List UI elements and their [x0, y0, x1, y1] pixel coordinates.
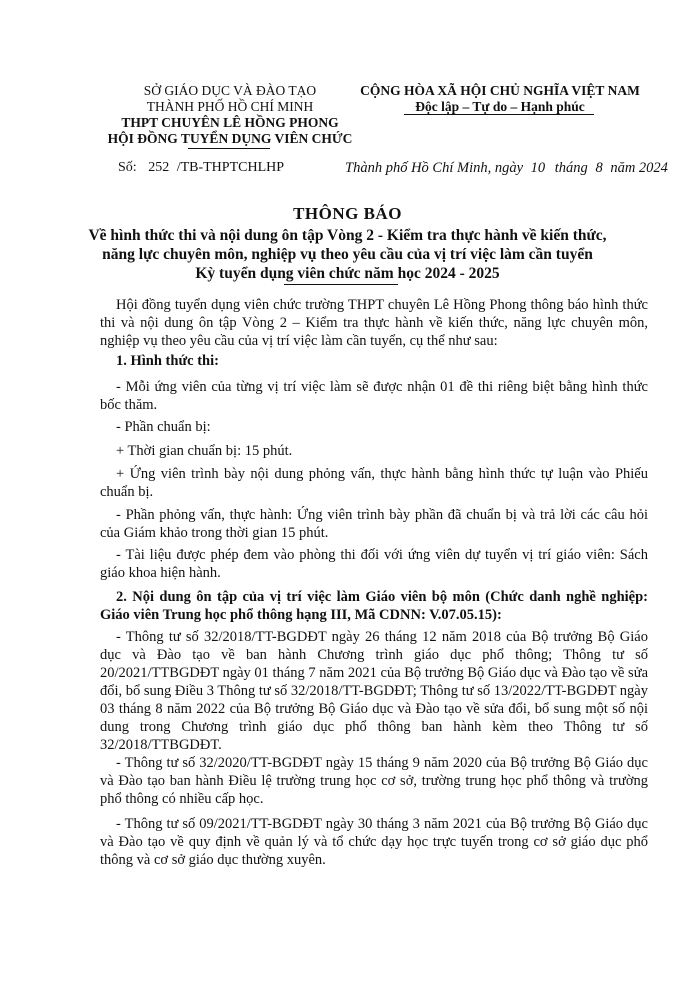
motto-rule	[404, 114, 594, 115]
date-day: 10	[530, 160, 546, 176]
date-prefix: Thành phố Hồ Chí Minh, ngày	[345, 160, 524, 176]
section-1-item-4: + Ứng viên trình bày nội dung phỏng vấn, thực hành bằng hình thức tự luận vào Phiếu chuẩn bị.	[100, 466, 648, 500]
section-2-item-3: - Thông tư số 09/2021/TT-BGDĐT ngày 30 tháng 3 năm 2021 của Bộ trưởng Bộ Giáo dục và Đào tạo về quy định về quản lý và tổ chức dạy học trực tuyến trong cơ sở giáo dục phổ thông và cơ sở giáo dục thường xuyên.	[100, 816, 648, 868]
intro-paragraph: Hội đồng tuyển dụng viên chức trường THPT chuyên Lê Hồng Phong thông báo hình thức thi và nội dung ôn tập Vòng 2 – Kiểm tra thực hành về kiến thức, năng lực chuyên môn, nghiệp vụ theo yêu cầu của vị trí việc làm cần tuyển, cụ thể như sau:	[100, 297, 648, 349]
section-2-heading: 2. Nội dung ôn tập của vị trí việc làm Giáo viên bộ môn (Chức danh nghề nghiệp: Giáo viên Trung học phổ thông hạng III, Mã CDNN: V.07.05.15):	[100, 589, 648, 623]
motto: Độc lập – Tự do – Hạnh phúc	[415, 99, 585, 114]
council-name: HỘI ĐỒNG TUYỂN DỤNG VIÊN CHỨC	[107, 131, 353, 146]
section-1-item-3: + Thời gian chuẩn bị: 15 phút.	[116, 443, 293, 459]
nation-name: CỘNG HÒA XÃ HỘI CHỦ NGHĨA VIỆT NAM	[360, 83, 640, 98]
section-2-item-1: - Thông tư số 32/2018/TT-BGDĐT ngày 26 tháng 12 năm 2018 của Bộ trưởng Bộ Giáo dục và Đào tạo về ban hành Chương trình giáo dục phổ thông; Thông tư số 20/2021/TTBGDĐT ngày 01 tháng 7 năm 2021 của Bộ trưởng Bộ Giáo dục và Đào tạo về sửa đổi, bổ sung Điều 3 Thông tư số 32/2018/TT-BGDĐT; Thông tư số 13/2022/TT-BGDĐT ngày 03 tháng 8 năm 2022 của Bộ trưởng Bộ Giáo dục và Đào tạo về sửa đổi, bổ sung một số nội dung trong Chương trình giáo dục phổ thông ban hành kèm theo Thông tư số 32/2018/TTBGDĐT.	[100, 629, 648, 753]
date-line	[345, 160, 668, 177]
number-label: Số:	[118, 160, 137, 175]
agency-name: SỞ GIÁO DỤC VÀ ĐÀO TẠO	[143, 83, 317, 98]
date-year: năm 2024	[610, 160, 668, 176]
date-month-label: tháng	[554, 160, 588, 176]
subtitle-line-3: Kỳ tuyển dụng viên chức năm học 2024 - 2025	[195, 265, 500, 282]
number-suffix: /TB-THPTCHLHP	[176, 160, 285, 175]
header-right	[340, 83, 660, 115]
document-subtitle	[60, 226, 635, 283]
date-month: 8	[595, 160, 603, 176]
section-1-item-2: - Phần chuẩn bị:	[116, 419, 211, 435]
document-number	[118, 160, 284, 176]
title-rule	[284, 284, 398, 285]
header-left-rule	[188, 148, 270, 149]
header-left	[90, 83, 370, 147]
section-2-item-2: - Thông tư số 32/2020/TT-BGDĐT ngày 15 tháng 9 năm 2020 của Bộ trưởng Bộ Giáo dục và Đào tạo ban hành Điều lệ trường trung học cơ sở, trường trung học phổ thông và trường phổ thông có nhiều cấp học.	[100, 755, 648, 807]
subtitle-line-2: năng lực chuyên môn, nghiệp vụ theo yêu cầu của vị trí việc làm cần tuyển	[102, 246, 593, 263]
city-name: THÀNH PHỐ HỒ CHÍ MINH	[146, 99, 314, 114]
section-1-item-1: - Mỗi ứng viên của từng vị trí việc làm sẽ được nhận 01 đề thi riêng biệt bằng hình thức bốc thăm.	[100, 379, 648, 413]
section-1-item-5: - Phần phỏng vấn, thực hành: Ứng viên trình bày phần đã chuẩn bị và trả lời các câu hỏi của Giám khảo trong thời gian 15 phút.	[100, 507, 648, 541]
subtitle-line-1: Về hình thức thi và nội dung ôn tập Vòng 2 - Kiểm tra thực hành về kiến thức,	[88, 227, 607, 244]
document-title: THÔNG BÁO	[293, 204, 402, 223]
section-1-item-6: - Tài liệu được phép đem vào phòng thi đối với ứng viên dự tuyển vị trí giáo viên: Sách giáo khoa hiện hành.	[100, 547, 648, 581]
school-name: THPT CHUYÊN LÊ HỒNG PHONG	[121, 115, 339, 130]
number-value: 252	[148, 160, 170, 175]
section-1-heading: 1. Hình thức thi:	[116, 353, 219, 369]
